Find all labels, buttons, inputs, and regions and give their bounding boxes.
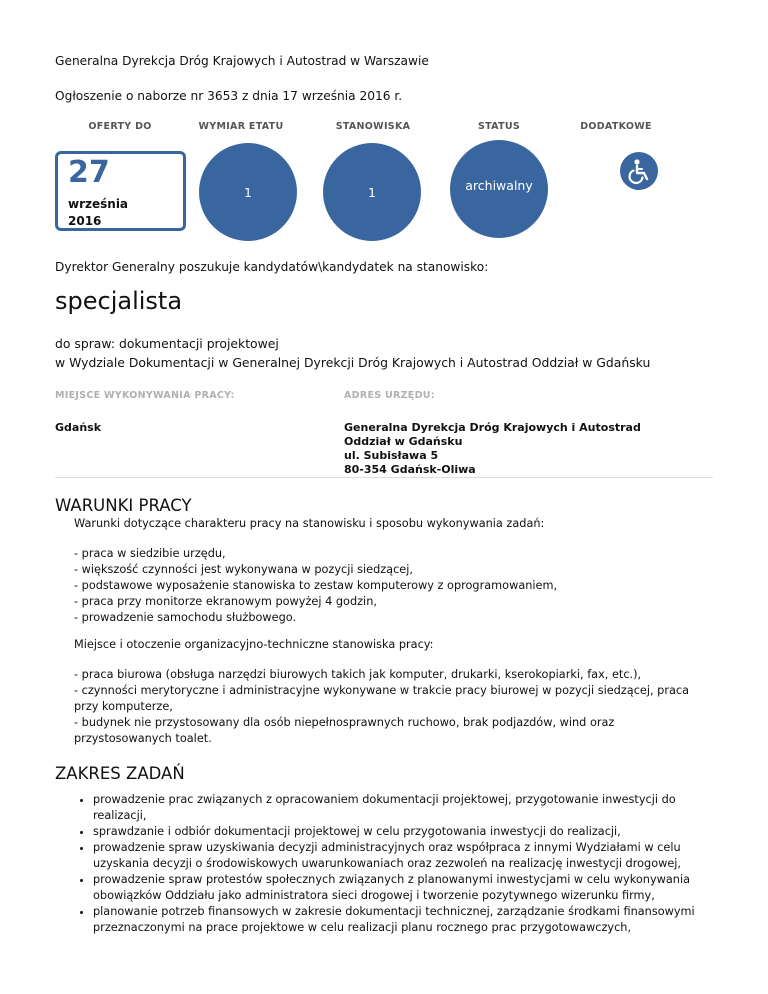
environment-list — [74, 667, 714, 747]
environment-intro: Miejsce i otoczenie organizacyjno-techniczne stanowiska pracy: — [74, 638, 434, 651]
address-label: ADRES URZĘDU: — [344, 390, 435, 401]
list-item: - większość czynności jest wykonywana w pozycji siedzącej, — [74, 563, 413, 576]
status-circle — [450, 140, 548, 238]
department: w Wydziale Dokumentacji w Generalnej Dyrekcji Dróg Krajowych i Autostrad Oddział w Gdańsku — [55, 355, 651, 370]
position-scope: do spraw: dokumentacji projektowej — [55, 336, 279, 351]
deadline-month-year — [68, 196, 128, 230]
place-label: MIEJSCE WYKONYWANIA PRACY: — [55, 390, 235, 401]
tasks-list — [74, 792, 714, 936]
offers-until-label: OFERTY DO — [88, 121, 152, 132]
list-item: - praca przy monitorze ekranowym powyżej 4 godzin, — [74, 595, 377, 608]
wheelchair-accessibility-icon — [620, 152, 658, 190]
list-item: • prowadzenie spraw uzyskiwania decyzji administracyjnych oraz współpraca z innymi Wydziałami w celu uzyskania decyzji o środowiskowych uwarunkowaniach oraz zezwoleń na realizację inwestycji drogowej, — [93, 840, 714, 872]
list-item: - praca biurowa (obsługa narzędzi biurowych takich jak komputer, drukarki, kserokopiarki, fax, etc.), — [74, 668, 642, 681]
list-item: • planowanie potrzeb finansowych w zakresie dokumentacji technicznej, zarządzanie środkami finansowymi przeznaczonymi na prace projektowe w celu realizacji planu rocznego prac przygotowawczych, — [93, 904, 714, 936]
positions-circle — [323, 143, 421, 241]
address-line: Oddział w Gdańsku — [344, 435, 463, 448]
work-time-circle — [199, 143, 297, 241]
status-value: archiwalny — [465, 178, 533, 193]
positions-value: 1 — [368, 185, 376, 200]
address-line: Generalna Dyrekcja Dróg Krajowych i Autostrad — [344, 421, 641, 434]
positions-label: STANOWISKA — [335, 121, 411, 132]
status-label: STATUS — [477, 121, 521, 132]
address-line: 80-354 Gdańsk-Oliwa — [344, 463, 476, 476]
list-item: - czynności merytoryczne i administracyjne wykonywane w trakcie pracy biurowej w pozycji siedzącej, praca przy komputerze, — [74, 684, 690, 713]
list-item: - prowadzenie samochodu służbowego. — [74, 611, 297, 624]
announcement-number: Ogłoszenie o naborze nr 3653 z dnia 17 września 2016 r. — [55, 89, 403, 103]
deadline-box — [55, 151, 186, 231]
work-time-value: 1 — [244, 185, 252, 200]
list-item: • sprawdzanie i odbiór dokumentacji projektowej w celu przygotowania inwestycji do realizacji, — [93, 824, 714, 840]
tasks-heading: ZAKRES ZADAŃ — [55, 764, 185, 783]
deadline-day: 27 — [68, 155, 110, 190]
list-item: - budynek nie przystosowany dla osób niepełnosprawnych ruchowo, brak podjazdów, wind oraz przystosowanych toalet. — [74, 716, 615, 745]
conditions-heading: WARUNKI PRACY — [55, 496, 192, 515]
intro-text: Dyrektor Generalny poszukuje kandydatów\kandydatek na stanowisko: — [55, 260, 489, 274]
position-title: specjalista — [55, 287, 183, 315]
list-item: - podstawowe wyposażenie stanowiska to zestaw komputerowy z oprogramowaniem, — [74, 579, 558, 592]
work-time-label: WYMIAR ETATU — [198, 121, 284, 132]
list-item: • prowadzenie spraw protestów społecznych związanych z planowanymi inwestycjami w celu wykonywania obowiązków Oddziału jako administratora sieci drogowej i tworzenie pozytywnego wizerunku firmy, — [93, 872, 714, 904]
extra-label: DODATKOWE — [580, 121, 652, 132]
deadline-year: 2016 — [68, 214, 102, 228]
deadline-month: września — [68, 197, 129, 211]
conditions-list — [74, 546, 714, 626]
conditions-intro: Warunki dotyczące charakteru pracy na stanowisku i sposobu wykonywania zadań: — [74, 517, 545, 530]
list-item: • prowadzenie prac związanych z opracowaniem dokumentacji projektowej, przygotowanie inwestycji do realizacji, — [93, 792, 714, 824]
divider — [55, 477, 713, 478]
office-address — [344, 421, 641, 477]
organization-name: Generalna Dyrekcja Dróg Krajowych i Autostrad w Warszawie — [55, 54, 429, 68]
address-line: ul. Subisława 5 — [344, 449, 439, 462]
list-item: - praca w siedzibie urzędu, — [74, 547, 226, 560]
work-place: Gdańsk — [55, 421, 102, 434]
